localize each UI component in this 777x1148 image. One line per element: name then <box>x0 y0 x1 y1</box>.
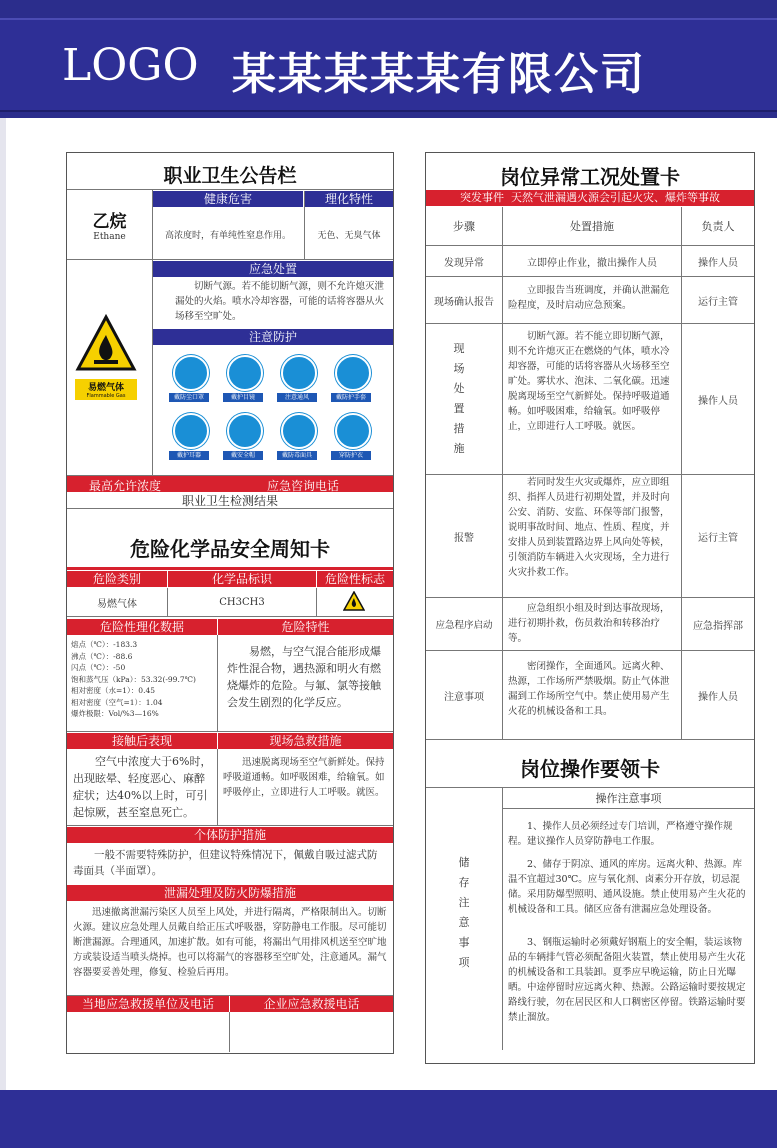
physchem-label: 理化特性 <box>305 191 393 207</box>
physchem-line-1: 熔点（℃）：-183.3 <box>71 640 138 649</box>
incident-text: 天然气泄漏遇火源会引起火灾、爆炸等事故 <box>511 191 720 204</box>
gloves-icon <box>335 355 371 391</box>
ppe-label-8: 穿防护衣 <box>331 451 371 460</box>
company-name: 某某某某某有限公司 <box>232 49 646 100</box>
op-header: 操作注意事项 <box>595 792 662 805</box>
row1-step: 发现异常 <box>444 257 484 269</box>
physchem-data-list <box>71 639 217 720</box>
physchem-line-7: 爆炸极限：Vol/%3—16% <box>71 709 159 718</box>
physchem-line-4: 饱和蒸气压（kPa）：53.32(-99.7℃) <box>71 674 196 684</box>
op-text-2: 2、储存于阴凉、通风的库房。远离火种、热源。库温不宜超过30℃。应与氧化剂、卤素分开存放，切忌混储。采用防爆型照明、通风设施。禁止使用易产生火花的机械设备和工具。储区应备有泄漏应急处理设备。 <box>508 859 746 915</box>
leak-label: 泄漏处理及防火防爆措施 <box>67 885 393 901</box>
ppe-grid <box>167 349 387 471</box>
op-text-1: 1、操作人员必须经过专门培训，严格遵守操作规程。建议操作人员穿防静电工作服。 <box>508 821 733 847</box>
chemical-cn: 乙烷 <box>92 211 127 232</box>
first-aid-text: 迅速脱离现场至空气新鲜处。保持呼吸道通畅。如呼吸困难，给输氧。如呼吸停止，立即进行人工呼吸。就医。 <box>223 757 385 798</box>
monitor-label: 职业卫生检测结果 <box>67 493 393 509</box>
row1-measure: 立即停止作业，撤出操作人员 <box>527 257 657 269</box>
row6-step: 注意事项 <box>444 691 484 703</box>
ppe-label-2: 戴护目镜 <box>223 393 263 402</box>
consult-label: 应急咨询电话 <box>267 479 340 493</box>
row5-step: 应急程序启动 <box>435 620 493 631</box>
ppe-measure-text: 一般不需要特殊防护，但建议特殊情况下，佩戴自吸过滤式防毒面具（半面罩）。 <box>73 849 378 877</box>
ppe-label-7: 戴防毒面具 <box>277 451 317 460</box>
op-text-3: 3、钢瓶运输时必须戴好钢瓶上的安全帽，装运该物品的车辆排气管必须配备阻火装置，禁止使用易产生火花的机械设备和工具装卸。夏季应早晚运输，防止日光曝晒。中途停留时应远离火种、热源。公路运输时要按规定路线行驶，勿在居民区和人口稠密区停留。铁路运输时要禁止溜放。 <box>508 937 746 1023</box>
row4-owner: 运行主管 <box>698 532 738 544</box>
row3-step: 现场处置措施 <box>453 342 465 455</box>
row4-measure: 若同时发生火灾或爆炸，应立即组织、指挥人员进行初期处置，并及时向公安、消防、安监、环保等部门报警，说明事故时间、地点、性质、程度，并安排人员到装置路边界上风向处等候，引领消防车辆进入火灾现场，全力进行火灾扑救工作。 <box>508 477 670 578</box>
hazard-char-text: 易燃，与空气混合能形成爆炸性混合物，遇热源和明火有燃烧爆炸的危险。与氟、氯等接触会发生剧烈的化学反应。 <box>227 645 381 709</box>
max-conc-label: 最高允许浓度 <box>89 479 162 493</box>
col-measure: 处置措施 <box>570 220 614 233</box>
card-title: 危险化学品安全周知卡 <box>130 537 330 561</box>
row6-owner: 操作人员 <box>698 691 738 703</box>
first-aid-label: 现场急救措施 <box>218 733 393 749</box>
helmet-icon <box>227 413 263 449</box>
protective-suit-icon <box>335 413 371 449</box>
warning-sign <box>75 313 137 403</box>
company-rescue-label: 企业应急救援电话 <box>230 996 393 1012</box>
emergency-label: 应急处置 <box>153 261 393 277</box>
ppe-label-6: 戴安全帽 <box>223 451 263 460</box>
ppe-label-1: 戴防尘口罩 <box>169 393 209 402</box>
incident-bar <box>426 190 754 206</box>
leak-text: 迅速撤离泄漏污染区人员至上风处，并进行隔离，严格限制出入。切断火源。建议应急处理人员戴自给正压式呼吸器，穿防静电工作服。尽可能切断泄漏源。合理通风，加速扩散。如有可能，将漏出气用排风机送至空旷地方或装设适当喷头烧掉。也可以将漏气的容器移至空旷处，注意通风。漏气容器要妥善处理，修复、检验后再用。 <box>73 907 387 978</box>
warning-sign-en: Flammable Gas <box>86 393 126 399</box>
row2-owner: 运行主管 <box>698 296 738 308</box>
row6-measure: 密闭操作，全面通风。远离火种、热源，工作场所严禁吸烟。防止气体泄漏到工作场所空气中。禁止使用易产生火花的机械设备和工具。 <box>508 661 670 717</box>
physchem-line-2: 沸点（℃）：-88.6 <box>71 651 133 661</box>
ppe-measure-label: 个体防护措施 <box>67 827 393 843</box>
health-hazard-text: 高浓度时，有单纯性窒息作用。 <box>164 230 291 241</box>
col-owner: 负责人 <box>701 220 735 233</box>
hazard-class-value: 易燃气体 <box>97 598 137 610</box>
flammable-gas-icon <box>75 313 137 375</box>
physchem-line-5: 相对密度（水=1）：0.45 <box>71 686 156 695</box>
contact-label: 接触后表现 <box>67 733 217 749</box>
row4-step: 报警 <box>454 532 474 544</box>
formula-value: CH3CH3 <box>219 596 265 608</box>
contact-text: 空气中浓度大于6%时，出现眩晕、轻度恶心、麻醉症状；达40%以上时，可引起惊厥，甚至窒息死亡。 <box>73 755 212 819</box>
row2-step: 现场确认报告 <box>434 296 494 308</box>
hazard-mark-label: 危险性标志 <box>317 571 393 587</box>
gas-mask-icon <box>281 413 317 449</box>
card1-title: 岗位异常工况处置卡 <box>500 165 680 189</box>
row2-measure: 立即报告当班调度，并确认泄漏危险程度，及时启动应急预案。 <box>508 285 670 311</box>
hazard-char-label: 危险特性 <box>218 619 393 635</box>
row5-measure: 应急组织小组及时到达事故现场，进行初期扑救，伤员救治和转移治疗等。 <box>508 603 670 644</box>
row5-owner: 应急指挥部 <box>693 620 743 632</box>
health-hazard-label: 健康危害 <box>153 191 303 207</box>
physchem-line-3: 闪点（℃）：-50 <box>71 663 126 672</box>
chemical-name-box <box>67 189 152 259</box>
card2-title: 岗位操作要领卡 <box>520 757 660 781</box>
goggles-icon <box>227 355 263 391</box>
storage-label: 储存注意事项 <box>458 856 470 969</box>
warning-sign-label <box>75 379 137 400</box>
logo-text: LOGO <box>62 40 199 91</box>
hazard-class-label: 危险类别 <box>67 571 167 587</box>
physchem-data-label: 危险性理化数据 <box>67 619 217 635</box>
header-inner <box>0 18 777 112</box>
ppe-label-5: 戴护耳器 <box>169 451 209 460</box>
ppe-label-4: 戴防护手套 <box>331 393 371 402</box>
footer-band <box>0 1090 777 1148</box>
ventilation-icon <box>281 355 317 391</box>
local-rescue-label: 当地应急救援单位及电话 <box>67 996 229 1012</box>
ppe-label-3: 注意通风 <box>277 393 317 402</box>
col-step: 步骤 <box>453 220 475 233</box>
right-panel <box>425 152 755 1064</box>
incident-label: 突发事件 <box>460 191 504 204</box>
chemical-en: Ethane <box>93 231 126 242</box>
warning-sign-cn: 易燃气体 <box>87 383 124 393</box>
protection-label: 注意防护 <box>153 329 393 345</box>
header-band <box>0 0 777 118</box>
card-title-rule <box>67 567 393 570</box>
left-panel <box>66 152 394 1054</box>
row1-owner: 操作人员 <box>698 257 738 269</box>
max-conc-bar <box>67 476 393 492</box>
physchem-line-6: 相对密度（空气=1）：1.04 <box>71 697 163 707</box>
small-flame-icon <box>343 591 365 613</box>
dust-mask-icon <box>173 355 209 391</box>
left-strip <box>0 118 6 1090</box>
physchem-text: 无色、无臭气体 <box>317 230 381 241</box>
row3-owner: 操作人员 <box>698 395 738 407</box>
chem-id-label: 化学品标识 <box>168 571 316 587</box>
emergency-text: 切断气源。若不能切断气源，则不允许熄灭泄漏处的火焰。喷水冷却容器，可能的话将容器从火场移至空旷处。 <box>175 281 385 322</box>
ear-protector-icon <box>173 413 209 449</box>
row3-measure: 切断气源。若不能立即切断气源，则不允许熄灭正在燃烧的气体，喷水冷却容器，可能的话将容器从火场移至空旷处。雾状水、泡沫、二氧化碳。迅速脱离现场至空气新鲜处。保持呼吸道通畅。如呼吸困难，给输氧。如呼吸停止，立即进行人工呼吸。就医。 <box>508 331 670 432</box>
board-title: 职业卫生公告栏 <box>163 165 297 187</box>
